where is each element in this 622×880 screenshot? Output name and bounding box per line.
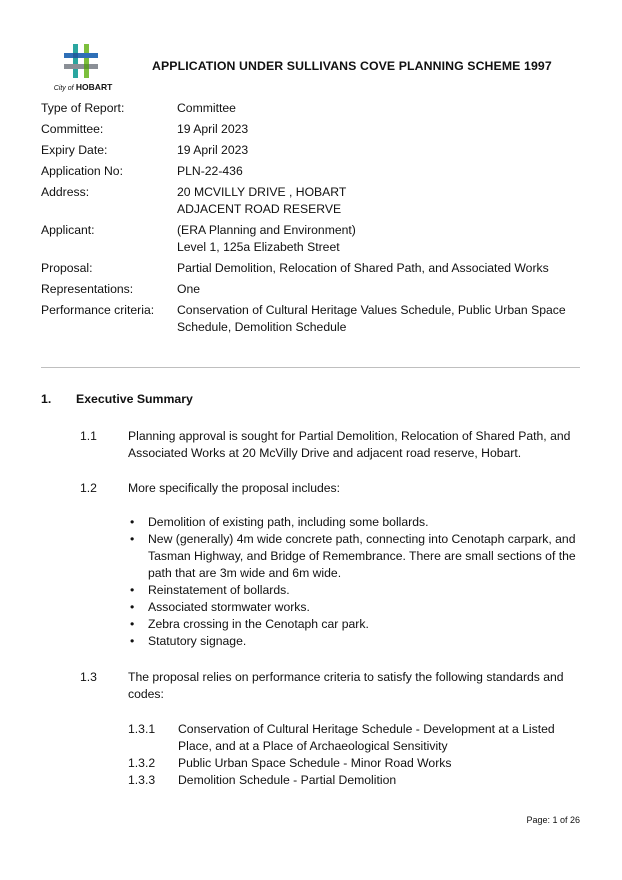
- detail-value: [177, 163, 586, 180]
- detail-label: Proposal:: [41, 261, 93, 275]
- detail-value: [177, 100, 586, 117]
- detail-value: [177, 142, 586, 159]
- detail-row: [41, 302, 586, 336]
- paragraph-text: Planning approval is sought for Partial Demolition, Relocation of Shared Path, and Associated Works at 20 McVilly Drive and adjacent road reserve, Hobart.: [128, 429, 571, 460]
- subclause-number: 1.3.3: [128, 773, 156, 787]
- paragraph-text: More specifically the proposal includes:: [128, 481, 341, 495]
- subclause-1-3-2: [128, 755, 580, 772]
- paragraph-1-1: [80, 428, 580, 462]
- subclause-number: 1.3.2: [128, 756, 156, 770]
- detail-row: [41, 121, 586, 138]
- detail-value: [177, 222, 586, 256]
- detail-value-line: ADJACENT ROAD RESERVE: [177, 202, 342, 216]
- detail-row: [41, 100, 586, 117]
- detail-label: Address:: [41, 185, 90, 199]
- paragraph-1-3: [80, 669, 580, 703]
- detail-value-line: One: [177, 282, 201, 296]
- detail-value-line: (ERA Planning and Environment): [177, 223, 356, 237]
- detail-row: [41, 222, 586, 256]
- city-of-hobart-logo: [44, 44, 122, 96]
- page-number: Page: 1 of 26: [526, 815, 580, 825]
- subclause-text: Demolition Schedule - Partial Demolition: [178, 773, 397, 787]
- detail-row: [41, 281, 586, 298]
- section-heading: [41, 392, 193, 406]
- detail-value-line: Partial Demolition, Relocation of Shared Path, and Associated Works: [177, 261, 549, 275]
- divider: [41, 367, 580, 368]
- subclause-text: Conservation of Cultural Heritage Schedule - Development at a Listed Place, and at a Place of Archaeological Sensitivity: [178, 722, 555, 753]
- detail-label: Performance criteria:: [41, 303, 155, 317]
- detail-value: [177, 260, 586, 277]
- detail-value-line: Level 1, 125a Elizabeth Street: [177, 240, 340, 254]
- hobart-grid-logo-icon: [64, 44, 98, 78]
- detail-value-line: PLN-22-436: [177, 164, 243, 178]
- detail-row: [41, 163, 586, 180]
- proposal-bullet-list: [128, 514, 580, 650]
- detail-label: Representations:: [41, 282, 134, 296]
- section-number: 1.: [41, 392, 52, 406]
- subclause-1-3-3: [128, 772, 580, 789]
- document-title: APPLICATION UNDER SULLIVANS COVE PLANNING SCHEME 1997: [152, 59, 552, 73]
- section-title: Executive Summary: [76, 392, 193, 406]
- subclause-text: Public Urban Space Schedule - Minor Road Works: [178, 756, 452, 770]
- detail-value-line: Conservation of Cultural Heritage Values Schedule, Public Urban Space Schedule, Demolition Schedule: [177, 303, 566, 334]
- list-item: • Statutory signage.: [128, 633, 580, 650]
- list-item: • Reinstatement of bollards.: [128, 582, 580, 599]
- list-item: • New (generally) 4m wide concrete path, connecting into Cenotaph carpark, and Tasman Highway, and Bridge of Remembrance. There are small sections of the path that are 3m wide and 6m wide.: [128, 531, 580, 582]
- detail-value-line: 20 MCVILLY DRIVE , HOBART: [177, 185, 347, 199]
- detail-row: [41, 142, 586, 159]
- detail-value: [177, 184, 586, 218]
- detail-value: [177, 281, 586, 298]
- detail-row: [41, 260, 586, 277]
- detail-value-line: 19 April 2023: [177, 143, 249, 157]
- logo-wordmark: City of HOBART: [53, 82, 113, 92]
- list-item: • Demolition of existing path, including some bollards.: [128, 514, 580, 531]
- detail-label: Application No:: [41, 164, 123, 178]
- paragraph-number: 1.1: [80, 429, 97, 443]
- list-item: • Associated stormwater works.: [128, 599, 580, 616]
- detail-label: Applicant:: [41, 223, 95, 237]
- paragraph-1-2: [80, 480, 580, 497]
- detail-value: [177, 121, 586, 138]
- detail-row: [41, 184, 586, 218]
- report-details: [41, 100, 586, 340]
- paragraph-text: The proposal relies on performance criteria to satisfy the following standards and codes:: [128, 670, 564, 701]
- detail-value: [177, 302, 586, 336]
- detail-label: Expiry Date:: [41, 143, 108, 157]
- detail-value-line: Committee: [177, 101, 236, 115]
- subclause-1-3-1: [128, 721, 580, 755]
- detail-label: Type of Report:: [41, 101, 125, 115]
- subclause-number: 1.3.1: [128, 722, 156, 736]
- paragraph-number: 1.2: [80, 481, 97, 495]
- paragraph-number: 1.3: [80, 670, 97, 684]
- detail-label: Committee:: [41, 122, 104, 136]
- detail-value-line: 19 April 2023: [177, 122, 249, 136]
- list-item: • Zebra crossing in the Cenotaph car park.: [128, 616, 580, 633]
